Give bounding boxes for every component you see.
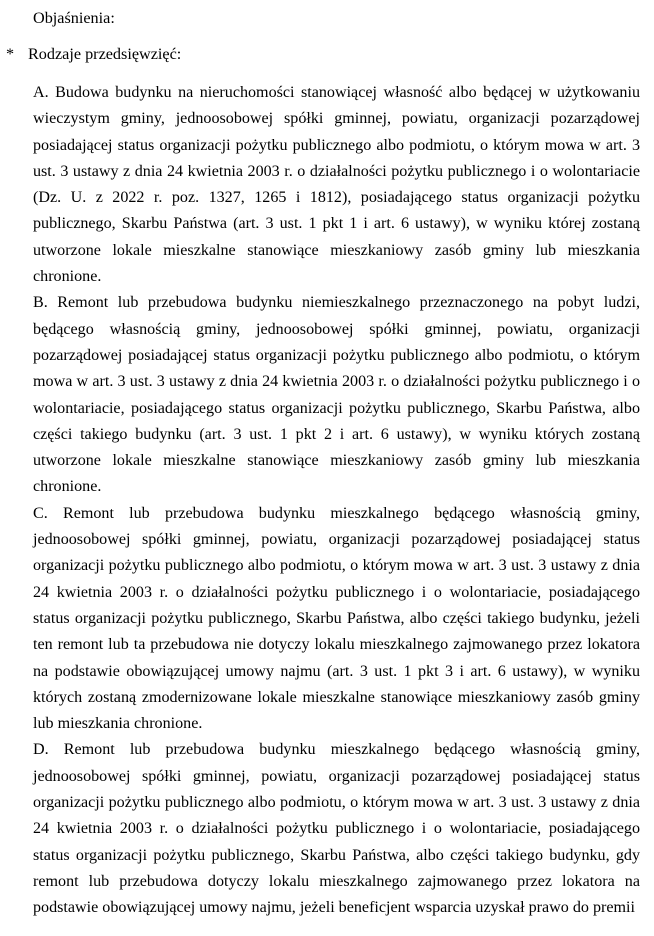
asterisk-bullet: * [6,45,15,63]
bullet-label: Rodzaje przedsięwzięć: [28,45,182,63]
item-list [33,80,640,922]
item-d: D. Remont lub przebudowa budynku mieszkalnego będącego własnością gminy, jednoosobowej spółki gminnej, powiatu, organizacji pozarządowej posiadającej status organizacji pożytku publicznego albo podmiotu, o którym mowa w art. 3 ust. 3 ustawy z dnia 24 kwietnia 2003 r. o działalności pożytku publicznego i o wolontariacie, posiadającego status organizacji pożytku publicznego, Skarbu Państwa, albo części takiego budynku, gdy remont lub przebudowa dotyczy lokalu mieszkalnego zajmowanego przez lokatora na podstawie obowiązującej umowy najmu, jeżeli beneficjent wsparcia uzyskał prawo do premii [33,741,640,917]
item-b: B. Remont lub przebudowa budynku niemieszkalnego przeznaczonego na pobyt ludzi, będącego własnością gminy, jednoosobowej spółki gminnej, powiatu, organizacji pozarządowej posiadającej status organizacji pożytku publicznego albo podmiotu, o którym mowa w art. 3 ust. 3 ustawy z dnia 24 kwietnia 2003 r. o działalności pożytku publicznego i o wolontariacie, posiadającego status organizacji pożytku publicznego, Skarbu Państwa, albo części takiego budynku (art. 3 ust. 1 pkt 2 i art. 6 ustawy), w wyniku których zostaną utworzone lokale mieszkalne stanowiące mieszkaniowy zasób gminy lub mieszkania chronione. [33,294,640,496]
section-heading: Objaśnienia: [33,9,115,27]
bullet-heading [6,42,181,66]
item-c: C. Remont lub przebudowa budynku mieszkalnego będącego własnością gminy, jednoosobowej spółki gminnej, powiatu, organizacji pozarządowej posiadającej status organizacji pożytku publicznego albo podmiotu, o którym mowa w art. 3 ust. 3 ustawy z dnia 24 kwietnia 2003 r. o działalności pożytku publicznego i o wolontariacie, posiadającego status organizacji pożytku publicznego, Skarbu Państwa, albo części takiego budynku, jeżeli ten remont lub ta przebudowa nie dotyczy lokalu mieszkalnego zajmowanego przez lokatora na podstawie obowiązującej umowy najmu (art. 3 ust. 1 pkt 3 i art. 6 ustawy), w wyniku których zostaną zmodernizowane lokale mieszkalne stanowiące mieszkaniowy zasób gminy lub mieszkania chronione. [33,504,640,733]
item-a: A. Budowa budynku na nieruchomości stanowiącej własność albo będącej w użytkowaniu wieczystym gminy, jednoosobowej spółki gminnej, powiatu, organizacji pozarządowej posiadającej status organizacji pożytku publicznego albo podmiotu, o którym mowa w art. 3 ust. 3 ustawy z dnia 24 kwietnia 2003 r. o działalności pożytku publicznego i o wolontariacie (Dz. U. z 2022 r. poz. 1327, 1265 i 1812), posiadającego status organizacji pożytku publicznego, Skarbu Państwa (art. 3 ust. 1 pkt 1 i art. 6 ustawy), w wyniku której zostaną utworzone lokale mieszkalne stanowiące mieszkaniowy zasób gminy lub mieszkania chronione. [33,84,640,286]
